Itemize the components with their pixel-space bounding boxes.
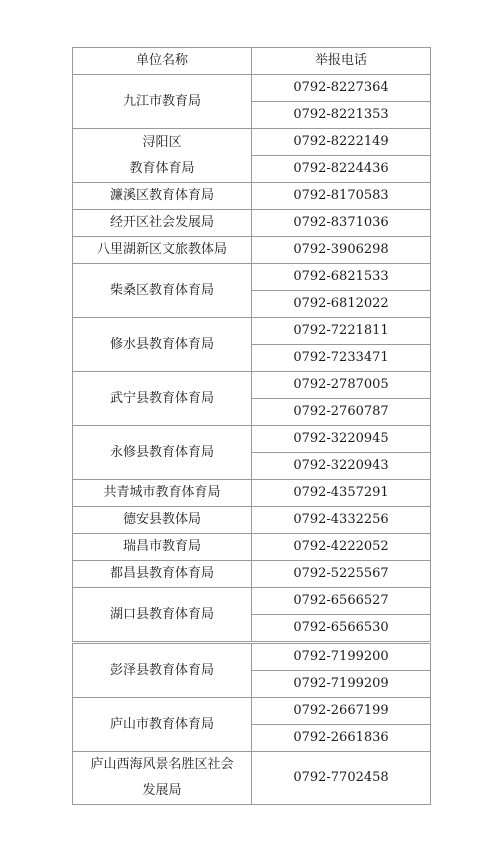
table-row	[73, 561, 431, 588]
unit-name-line: 浔阳区	[142, 134, 182, 150]
table-row	[73, 372, 431, 399]
unit-name-line: 八里湖新区文旅教体局	[96, 242, 227, 257]
table-row	[73, 698, 431, 725]
table-row	[73, 129, 431, 156]
report-phone-table	[72, 47, 431, 805]
unit-name-line: 修水县教育体育局	[109, 336, 214, 352]
report-phone-cell: 0792-7199200	[252, 643, 431, 671]
table-row	[73, 588, 431, 615]
unit-name-line: 濂溪区教育体育局	[109, 188, 214, 203]
report-phone-cell: 0792-8227364	[252, 75, 431, 102]
table-row	[73, 264, 431, 291]
unit-name-cell	[73, 318, 252, 372]
table-row	[73, 643, 431, 671]
table-row	[73, 426, 431, 453]
report-phone-cell: 0792-3906298	[252, 237, 431, 264]
unit-name-line: 九江市教育局	[122, 93, 201, 109]
unit-name-line: 柴桑区教育体育局	[109, 282, 214, 298]
unit-name-cell	[73, 588, 252, 643]
header-report-phone: 举报电话	[252, 48, 431, 75]
report-phone-cell: 0792-4357291	[252, 480, 431, 507]
unit-name-cell	[73, 372, 252, 426]
report-phone-cell: 0792-2661836	[252, 725, 431, 752]
unit-name-cell	[73, 561, 252, 588]
report-phone-cell: 0792-7233471	[252, 345, 431, 372]
unit-name-line: 经开区社会发展局	[109, 215, 214, 230]
table-header	[73, 48, 431, 75]
unit-name-line: 德安县教体局	[122, 512, 201, 527]
unit-name-line: 教育体育局	[129, 160, 195, 176]
unit-name-cell	[73, 264, 252, 318]
report-phone-cell: 0792-6821533	[252, 264, 431, 291]
report-phone-cell: 0792-6566530	[252, 615, 431, 643]
report-phone-cell: 0792-5225567	[252, 561, 431, 588]
report-phone-cell: 0792-2787005	[252, 372, 431, 399]
table-row	[73, 480, 431, 507]
unit-name-line: 都昌县教育体育局	[109, 566, 214, 581]
unit-name-cell	[73, 507, 252, 534]
report-phone-cell: 0792-2667199	[252, 698, 431, 725]
table-row	[73, 507, 431, 534]
unit-name-cell	[73, 129, 252, 183]
report-phone-cell: 0792-8371036	[252, 210, 431, 237]
unit-name-line: 彭泽县教育体育局	[109, 662, 214, 678]
unit-name-line: 瑞昌市教育局	[122, 539, 201, 554]
report-phone-cell: 0792-8224436	[252, 156, 431, 183]
unit-name-cell	[73, 426, 252, 480]
report-phone-cell: 0792-8170583	[252, 183, 431, 210]
unit-name-line: 共青城市教育体育局	[103, 485, 221, 500]
unit-name-cell	[73, 183, 252, 210]
unit-name-line: 永修县教育体育局	[109, 444, 214, 460]
unit-name-cell	[73, 752, 252, 805]
unit-name-line: 武宁县教育体育局	[109, 390, 214, 406]
report-phone-cell: 0792-4222052	[252, 534, 431, 561]
unit-name-line: 庐山市教育体育局	[109, 716, 214, 732]
report-phone-cell: 0792-7221811	[252, 318, 431, 345]
table-row	[73, 752, 431, 805]
unit-name-line: 湖口县教育体育局	[109, 606, 214, 622]
report-phone-cell: 0792-3220945	[252, 426, 431, 453]
header-row	[73, 48, 431, 75]
table-row	[73, 183, 431, 210]
unit-name-cell	[73, 698, 252, 752]
report-phone-cell: 0792-8221353	[252, 102, 431, 129]
unit-name-cell	[73, 210, 252, 237]
report-phone-cell: 0792-2760787	[252, 399, 431, 426]
table-row	[73, 75, 431, 102]
table-row	[73, 534, 431, 561]
table-row	[73, 237, 431, 264]
report-phone-cell: 0792-6566527	[252, 588, 431, 615]
report-phone-cell: 0792-3220943	[252, 453, 431, 480]
unit-name-cell	[73, 75, 252, 129]
header-unit-name: 单位名称	[73, 48, 252, 75]
table-row	[73, 210, 431, 237]
report-phone-cell: 0792-8222149	[252, 129, 431, 156]
unit-name-cell	[73, 643, 252, 698]
report-phone-cell: 0792-4332256	[252, 507, 431, 534]
table-body	[73, 75, 431, 805]
unit-name-cell	[73, 480, 252, 507]
unit-name-line: 庐山西海风景名胜区社会	[90, 757, 234, 772]
report-phone-cell: 0792-7199209	[252, 671, 431, 698]
unit-name-line: 发展局	[142, 783, 182, 798]
unit-name-cell	[73, 237, 252, 264]
report-phone-cell: 0792-6812022	[252, 291, 431, 318]
table-row	[73, 318, 431, 345]
report-phone-cell: 0792-7702458	[252, 752, 431, 805]
unit-name-cell	[73, 534, 252, 561]
